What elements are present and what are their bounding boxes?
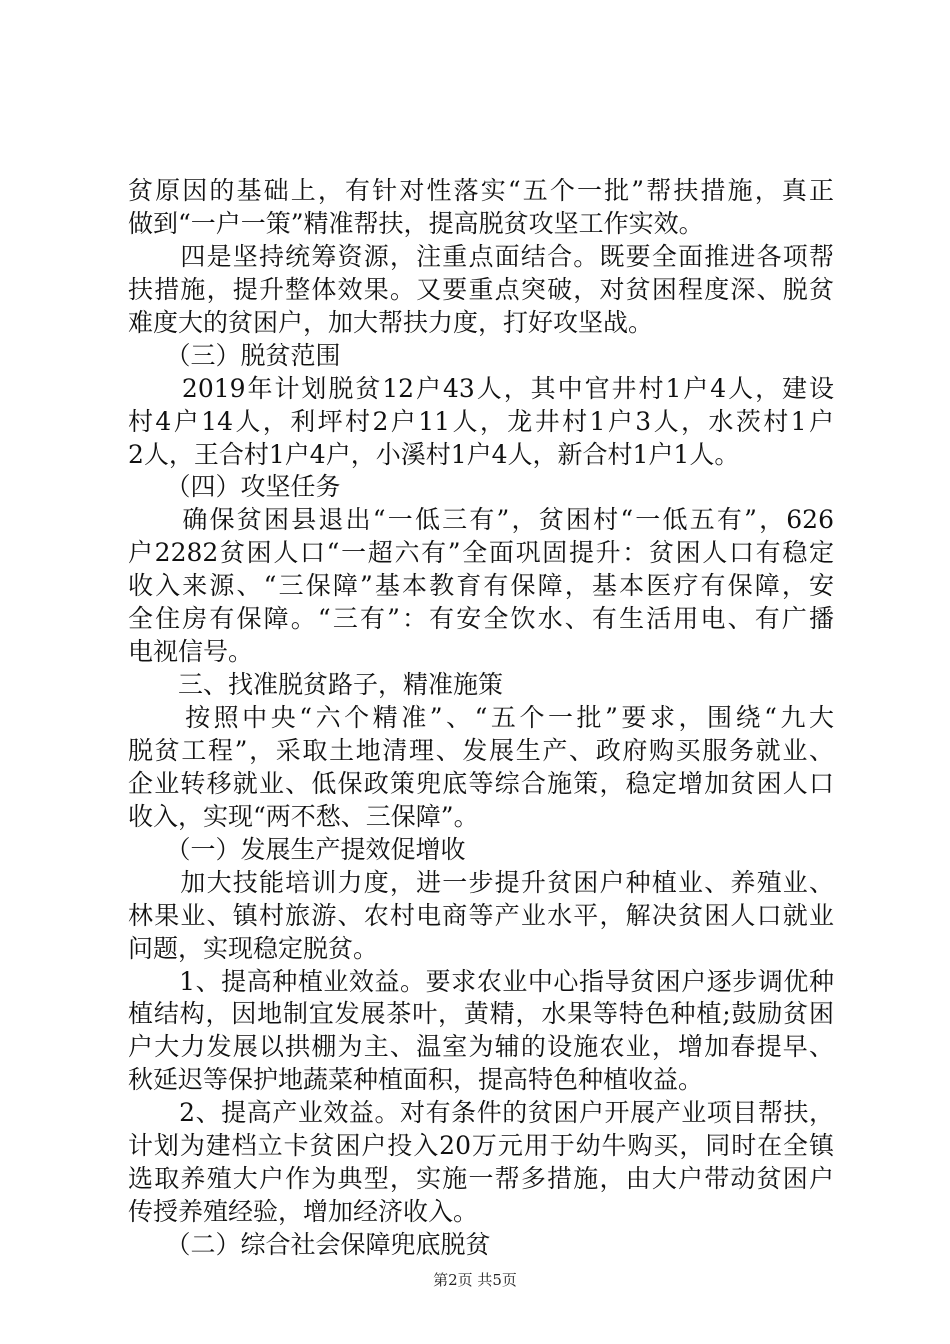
text-line: 脱贫工程”，采取土地清理、发展生产、政府购买服务就业、 [128, 735, 834, 765]
text-line: 2019年计划脱贫12户43人，其中官井村1户4人，建设 [128, 373, 834, 403]
section-heading: （四）攻坚任务 [128, 472, 341, 502]
text-line: 收入，实现“两不愁、三保障”。 [128, 801, 479, 831]
text-line: 植结构，因地制宜发展茶叶，黄精，水果等特色种植;鼓励贫困 [128, 999, 834, 1029]
text-line: 传授养殖经验，增加经济收入。 [128, 1197, 479, 1227]
text-line: 确保贫困县退出“一低三有”，贫困村“一低五有”，626 [128, 505, 834, 535]
text-line: 林果业、镇村旅游、农村电商等产业水平，解决贫困人口就业 [128, 900, 834, 930]
text-line: 村4户14人，利坪村2户11人，龙井村1户3人，水茨村1户 [128, 406, 834, 436]
text-line: 企业转移就业、低保政策兜底等综合施策，稳定增加贫困人口 [128, 768, 834, 798]
text-line: 选取养殖大户作为典型，实施一帮多措施，由大户带动贫困户 [128, 1164, 834, 1194]
section-heading: （一）发展生产提效促增收 [128, 834, 466, 864]
text-line: 计划为建档立卡贫困户投入20万元用于幼牛购买，同时在全镇 [128, 1131, 834, 1161]
text-line: 难度大的贫困户，加大帮扶力度，打好攻坚战。 [128, 307, 654, 337]
text-line: 户大力发展以拱棚为主、温室为辅的设施农业，增加春提早、 [128, 1032, 834, 1062]
text-line: 秋延迟等保护地蔬菜种植面积，提高特色种植收益。 [128, 1065, 704, 1095]
text-line: 电视信号。 [128, 637, 254, 667]
text-line: 户2282贫困人口“一超六有”全面巩固提升：贫困人口有稳定 [128, 538, 834, 568]
text-line: 贫原因的基础上，有针对性落实“五个一批”帮扶措施，真正 [128, 176, 834, 205]
text-line: 2、提高产业效益。对有条件的贫困户开展产业项目帮扶， [128, 1098, 834, 1128]
section-heading: （三）脱贫范围 [128, 340, 341, 370]
section-heading: 三、找准脱贫路子，精准施策 [128, 670, 504, 700]
text-line: 按照中央“六个精准”、“五个一批”要求，围绕“九大 [128, 703, 834, 733]
page-number: 第2页 共5页 [433, 1271, 517, 1289]
text-line: 2人，王合村1户4户，小溪村1户4人，新合村1户1人。 [128, 439, 740, 469]
section-heading: （二）综合社会保障兜底脱贫 [128, 1230, 491, 1260]
text-line: 扶措施，提升整体效果。又要重点突破，对贫困程度深、脱贫 [128, 274, 834, 304]
text-line: 问题，实现稳定脱贫。 [128, 933, 379, 963]
text-line: 1、提高种植业效益。要求农业中心指导贫困户逐步调优种 [128, 966, 834, 996]
text-line: 收入来源、“三保障”基本教育有保障，基本医疗有保障，安 [128, 571, 834, 601]
text-line: 全住房有保障。“三有”：有安全饮水、有生活用电、有广播 [128, 604, 834, 634]
text-line: 做到“一户一策”精准帮扶，提高脱贫攻坚工作实效。 [128, 208, 704, 238]
text-line: 四是坚持统筹资源，注重点面结合。既要全面推进各项帮 [128, 241, 834, 271]
text-line: 加大技能培训力度，进一步提升贫困户种植业、养殖业、 [128, 867, 834, 897]
